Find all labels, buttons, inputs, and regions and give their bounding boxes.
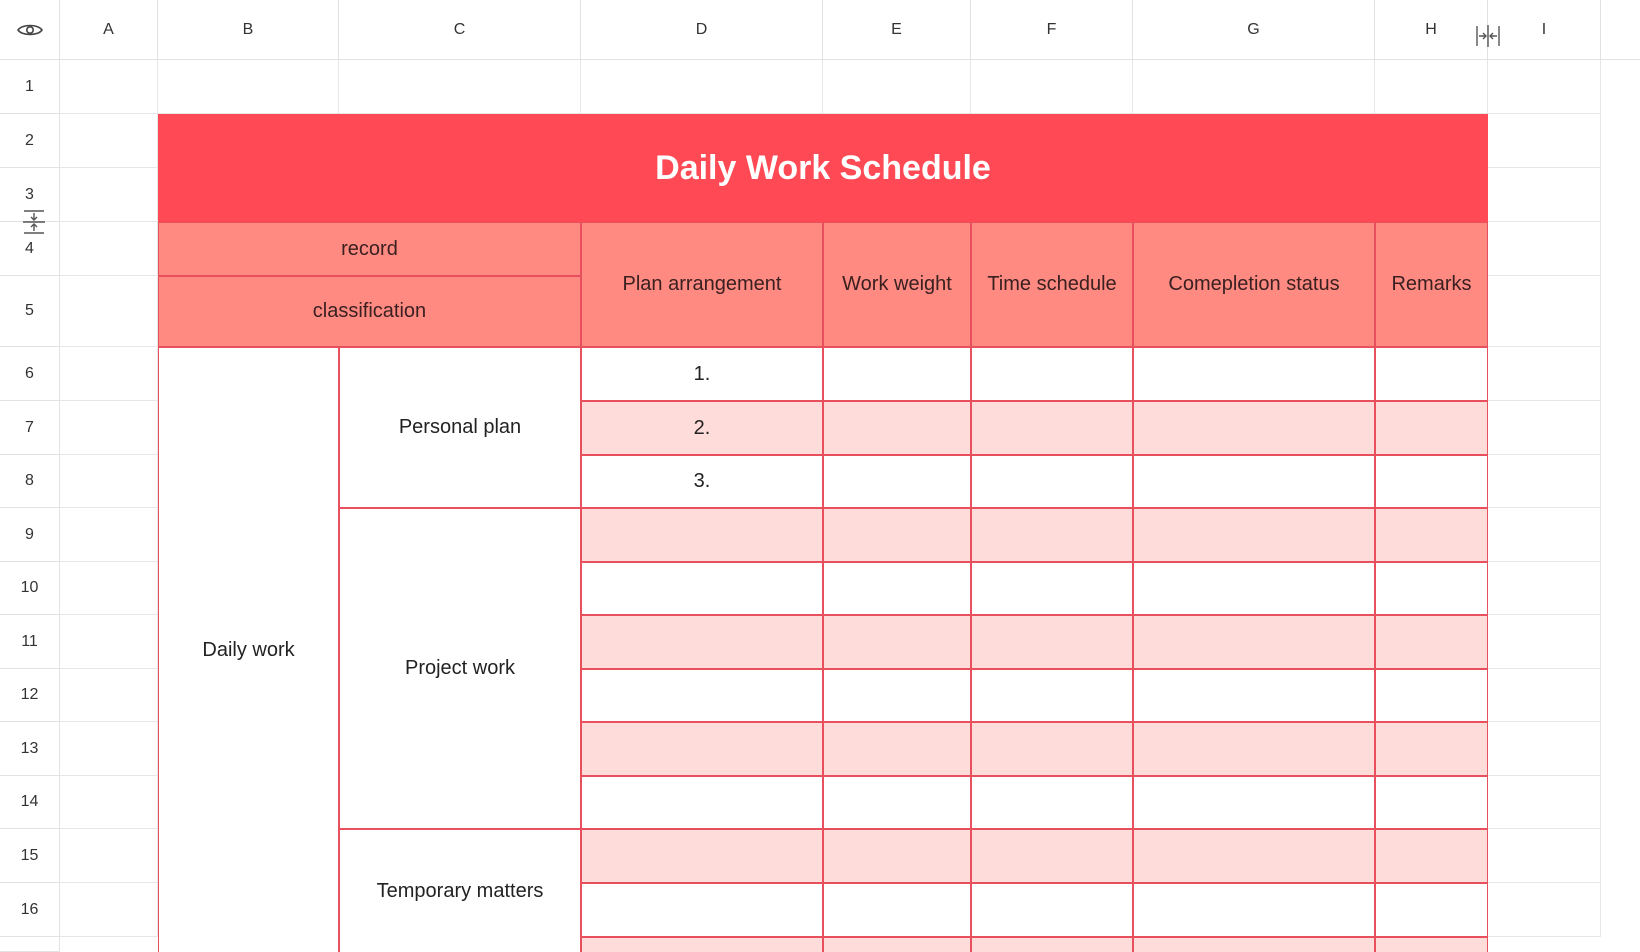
column-header-blank bbox=[1601, 0, 1640, 60]
grid-cell-b1[interactable] bbox=[158, 60, 339, 114]
grid-cell-c1[interactable] bbox=[339, 60, 581, 114]
row-header-7[interactable]: 7 bbox=[0, 401, 60, 455]
table-cell-g11[interactable] bbox=[1133, 615, 1375, 669]
grid-cell-i8[interactable] bbox=[1488, 455, 1601, 508]
plan-cell-d6[interactable]: 1. bbox=[581, 347, 823, 401]
table-cell-e13[interactable] bbox=[823, 722, 971, 776]
row-header-2[interactable]: 2 bbox=[0, 114, 60, 168]
header-completion-status[interactable]: Comepletion status bbox=[1133, 222, 1375, 347]
group-temporary-matters[interactable]: Temporary matters bbox=[339, 829, 581, 952]
table-cell-h14[interactable] bbox=[1375, 776, 1488, 829]
table-cell-h11[interactable] bbox=[1375, 615, 1488, 669]
row-header-6[interactable]: 6 bbox=[0, 347, 60, 401]
header-remarks[interactable]: Remarks bbox=[1375, 222, 1488, 347]
grid-cell-a3[interactable] bbox=[60, 168, 158, 222]
table-cell-g8[interactable] bbox=[1133, 455, 1375, 508]
table-cell-g6[interactable] bbox=[1133, 347, 1375, 401]
header-record[interactable]: record bbox=[158, 222, 581, 276]
table-cell-d17[interactable] bbox=[581, 937, 823, 952]
table-cell-f8[interactable] bbox=[971, 455, 1133, 508]
row-header-16[interactable]: 16 bbox=[0, 883, 60, 937]
grid-cell-i16[interactable] bbox=[1488, 883, 1601, 937]
table-cell-g7[interactable] bbox=[1133, 401, 1375, 455]
table-cell-d10[interactable] bbox=[581, 562, 823, 615]
table-cell-e14[interactable] bbox=[823, 776, 971, 829]
plan-cell-d7[interactable]: 2. bbox=[581, 401, 823, 455]
grid-cell-i12[interactable] bbox=[1488, 669, 1601, 722]
table-cell-d15[interactable] bbox=[581, 829, 823, 883]
grid-cell-i11[interactable] bbox=[1488, 615, 1601, 669]
column-header-a[interactable]: A bbox=[60, 0, 158, 60]
column-header-d[interactable]: D bbox=[581, 0, 823, 60]
row-header-15[interactable]: 15 bbox=[0, 829, 60, 883]
table-cell-g12[interactable] bbox=[1133, 669, 1375, 722]
grid-cell-i15[interactable] bbox=[1488, 829, 1601, 883]
table-cell-g16[interactable] bbox=[1133, 883, 1375, 937]
grid-cell-a16[interactable] bbox=[60, 883, 158, 937]
grid-cell-i14[interactable] bbox=[1488, 776, 1601, 829]
grid-cell-a13[interactable] bbox=[60, 722, 158, 776]
table-cell-e9[interactable] bbox=[823, 508, 971, 562]
table-cell-f14[interactable] bbox=[971, 776, 1133, 829]
table-cell-h17[interactable] bbox=[1375, 937, 1488, 952]
grid-cell-e1[interactable] bbox=[823, 60, 971, 114]
table-cell-e7[interactable] bbox=[823, 401, 971, 455]
grid-cell-a11[interactable] bbox=[60, 615, 158, 669]
grid-cell-g1[interactable] bbox=[1133, 60, 1375, 114]
column-header-f[interactable]: F bbox=[971, 0, 1133, 60]
table-cell-g10[interactable] bbox=[1133, 562, 1375, 615]
table-cell-f9[interactable] bbox=[971, 508, 1133, 562]
table-cell-e10[interactable] bbox=[823, 562, 971, 615]
header-work-weight[interactable]: Work weight bbox=[823, 222, 971, 347]
table-cell-f17[interactable] bbox=[971, 937, 1133, 952]
table-cell-h7[interactable] bbox=[1375, 401, 1488, 455]
row-header-9[interactable]: 9 bbox=[0, 508, 60, 562]
row-header-17 bbox=[0, 937, 60, 952]
table-cell-f12[interactable] bbox=[971, 669, 1133, 722]
grid-cell-i2[interactable] bbox=[1488, 114, 1601, 168]
group-daily-work[interactable]: Daily work bbox=[158, 347, 339, 952]
row-header-5[interactable]: 5 bbox=[0, 276, 60, 347]
table-cell-g15[interactable] bbox=[1133, 829, 1375, 883]
grid-cell-a6[interactable] bbox=[60, 347, 158, 401]
table-cell-f13[interactable] bbox=[971, 722, 1133, 776]
table-cell-h12[interactable] bbox=[1375, 669, 1488, 722]
grid-cell-i7[interactable] bbox=[1488, 401, 1601, 455]
row-header-4[interactable]: 4 bbox=[0, 222, 60, 276]
table-cell-f6[interactable] bbox=[971, 347, 1133, 401]
table-cell-f16[interactable] bbox=[971, 883, 1133, 937]
corner-visibility-toggle[interactable] bbox=[0, 0, 60, 60]
row-header-10[interactable]: 10 bbox=[0, 562, 60, 615]
grid-cell-a8[interactable] bbox=[60, 455, 158, 508]
grid-cell-i4[interactable] bbox=[1488, 222, 1601, 276]
table-cell-g14[interactable] bbox=[1133, 776, 1375, 829]
column-header-h[interactable]: H bbox=[1375, 0, 1488, 60]
table-title[interactable]: Daily Work Schedule bbox=[158, 114, 1488, 222]
column-resize-icon[interactable] bbox=[1474, 24, 1502, 48]
table-cell-e12[interactable] bbox=[823, 669, 971, 722]
row-header-13[interactable]: 13 bbox=[0, 722, 60, 776]
table-cell-f11[interactable] bbox=[971, 615, 1133, 669]
table-cell-e8[interactable] bbox=[823, 455, 971, 508]
grid-cell-a5[interactable] bbox=[60, 276, 158, 347]
column-header-b[interactable]: B bbox=[158, 0, 339, 60]
grid-cell-i6[interactable] bbox=[1488, 347, 1601, 401]
plan-cell-d8[interactable]: 3. bbox=[581, 455, 823, 508]
grid-cell-a7[interactable] bbox=[60, 401, 158, 455]
table-cell-e15[interactable] bbox=[823, 829, 971, 883]
row-header-8[interactable]: 8 bbox=[0, 455, 60, 508]
column-header-g[interactable]: G bbox=[1133, 0, 1375, 60]
table-cell-g9[interactable] bbox=[1133, 508, 1375, 562]
grid-cell-d1[interactable] bbox=[581, 60, 823, 114]
table-cell-h10[interactable] bbox=[1375, 562, 1488, 615]
table-cell-d12[interactable] bbox=[581, 669, 823, 722]
table-cell-d9[interactable] bbox=[581, 508, 823, 562]
table-cell-e6[interactable] bbox=[823, 347, 971, 401]
table-cell-e16[interactable] bbox=[823, 883, 971, 937]
table-cell-g13[interactable] bbox=[1133, 722, 1375, 776]
row-header-11[interactable]: 11 bbox=[0, 615, 60, 669]
grid-cell-a14[interactable] bbox=[60, 776, 158, 829]
group-project-work[interactable]: Project work bbox=[339, 508, 581, 829]
table-cell-f10[interactable] bbox=[971, 562, 1133, 615]
eye-icon bbox=[17, 22, 43, 38]
table-cell-h6[interactable] bbox=[1375, 347, 1488, 401]
grid-cell-a10[interactable] bbox=[60, 562, 158, 615]
grid-cell-i1[interactable] bbox=[1488, 60, 1601, 114]
grid-cell-a12[interactable] bbox=[60, 669, 158, 722]
table-cell-d11[interactable] bbox=[581, 615, 823, 669]
table-cell-d13[interactable] bbox=[581, 722, 823, 776]
table-cell-g17[interactable] bbox=[1133, 937, 1375, 952]
table-cell-h8[interactable] bbox=[1375, 455, 1488, 508]
table-cell-h13[interactable] bbox=[1375, 722, 1488, 776]
group-personal-plan[interactable]: Personal plan bbox=[339, 347, 581, 508]
row-resize-icon[interactable] bbox=[22, 209, 46, 235]
table-cell-f7[interactable] bbox=[971, 401, 1133, 455]
grid-cell-i9[interactable] bbox=[1488, 508, 1601, 562]
grid-cell-f1[interactable] bbox=[971, 60, 1133, 114]
grid-cell-a2[interactable] bbox=[60, 114, 158, 168]
header-plan-arrangement[interactable]: Plan arrangement bbox=[581, 222, 823, 347]
row-header-12[interactable]: 12 bbox=[0, 669, 60, 722]
grid-cell-h1[interactable] bbox=[1375, 60, 1488, 114]
table-cell-d16[interactable] bbox=[581, 883, 823, 937]
column-header-e[interactable]: E bbox=[823, 0, 971, 60]
grid-cell-i10[interactable] bbox=[1488, 562, 1601, 615]
column-header-i[interactable]: I bbox=[1488, 0, 1601, 60]
table-cell-e11[interactable] bbox=[823, 615, 971, 669]
grid-cell-i3[interactable] bbox=[1488, 168, 1601, 222]
table-cell-f15[interactable] bbox=[971, 829, 1133, 883]
table-cell-e17[interactable] bbox=[823, 937, 971, 952]
grid-cell-a15[interactable] bbox=[60, 829, 158, 883]
grid-cell-a4[interactable] bbox=[60, 222, 158, 276]
grid-cell-i5[interactable] bbox=[1488, 276, 1601, 347]
table-cell-h9[interactable] bbox=[1375, 508, 1488, 562]
grid-cell-a1[interactable] bbox=[60, 60, 158, 114]
table-cell-h16[interactable] bbox=[1375, 883, 1488, 937]
table-cell-d14[interactable] bbox=[581, 776, 823, 829]
grid-cell-i13[interactable] bbox=[1488, 722, 1601, 776]
row-header-1[interactable]: 1 bbox=[0, 60, 60, 114]
row-header-14[interactable]: 14 bbox=[0, 776, 60, 829]
header-time-schedule[interactable]: Time schedule bbox=[971, 222, 1133, 347]
column-header-c[interactable]: C bbox=[339, 0, 581, 60]
row-header-3[interactable]: 3 bbox=[0, 168, 60, 222]
header-classification[interactable]: classification bbox=[158, 276, 581, 347]
grid-cell-a9[interactable] bbox=[60, 508, 158, 562]
table-cell-h15[interactable] bbox=[1375, 829, 1488, 883]
